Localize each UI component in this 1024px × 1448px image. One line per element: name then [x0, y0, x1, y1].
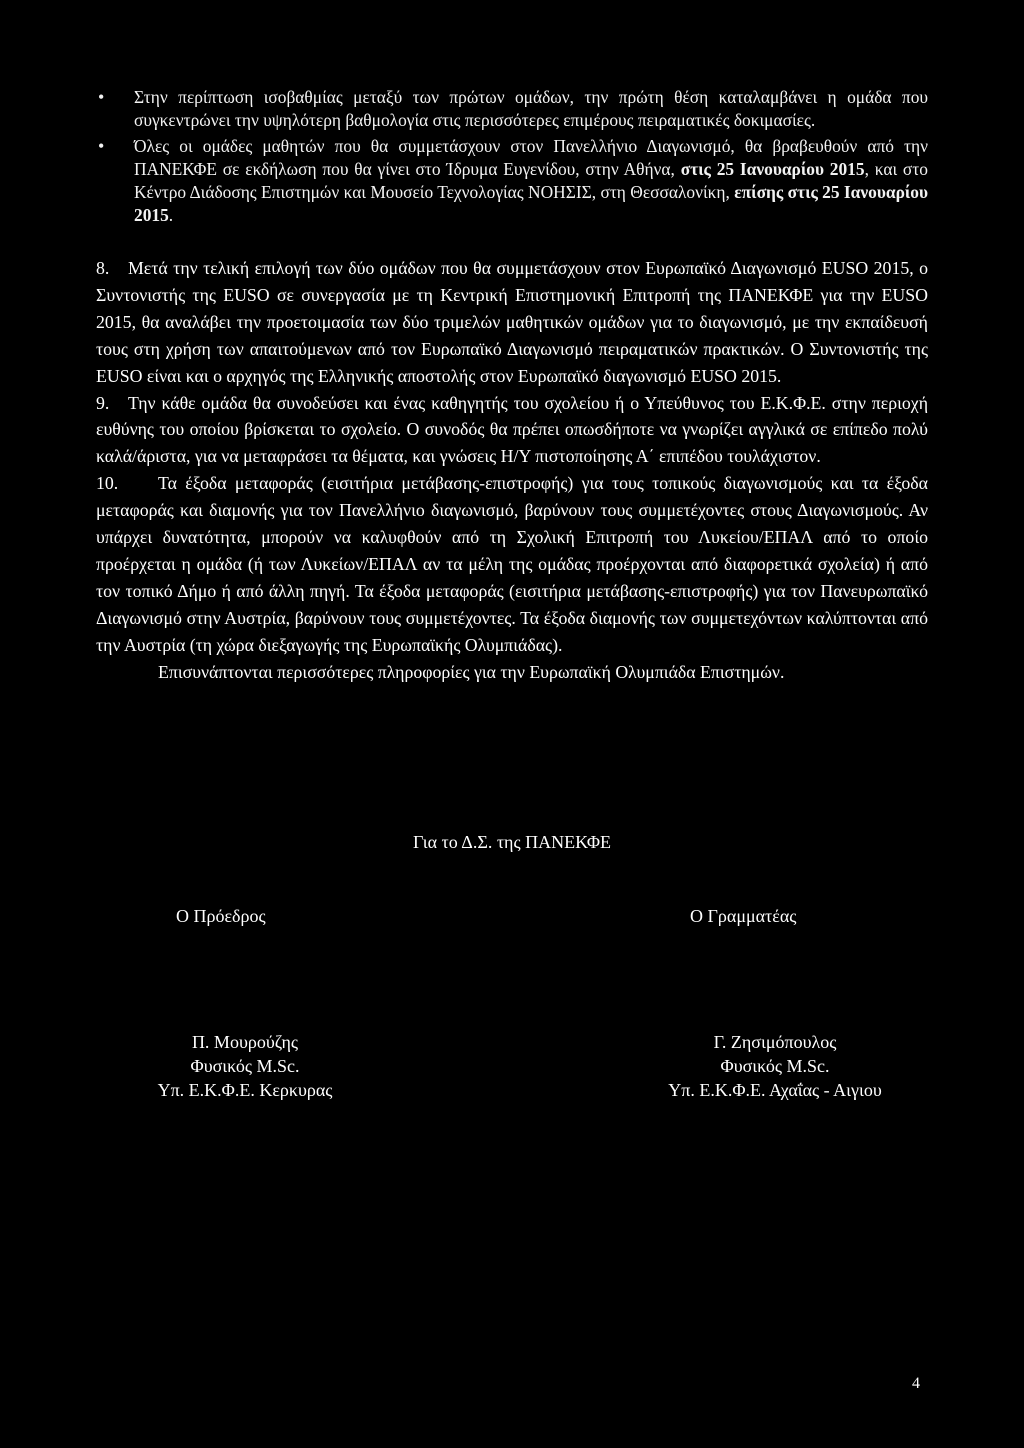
bullet-item-awards [98, 135, 928, 227]
item-paragraph: Μετά την τελική επιλογή των δύο ομάδων που θα συμμετάσχουν στον Ευρωπαϊκό Διαγωνισμό EUSO 2015, ο Συντονιστής της EUSO σε συνεργασία με τη Κεντρική Επιστημονική Επιτροπή της ΠΑΝΕΚΦΕ για την EUSO 2015, θα αναλάβει την προετοιμασία των δύο τριμελών μαθητικών ομάδων για το διαγωνισμό, με την εκπαίδευσή τους στη χρήση των απαιτούμενων από τον Ευρωπαϊκό Διαγωνισμό πειραματικών πρακτικών. Ο Συντονιστής της EUSO είναι και ο αρχηγός της Ελληνικής αποστολής στον Ευρωπαϊκό διαγωνισμό EUSO 2015. [96, 258, 928, 386]
president-position: Υπ. Ε.Κ.Φ.Ε. Κερκυρας [157, 1080, 333, 1100]
bullet-list [98, 86, 928, 227]
president-signature-block [130, 1030, 360, 1102]
attachment-note: Επισυνάπτονται περισσότερες πληροφορίες για την Ευρωπαϊκή Ολυμπιάδα Επιστημών. [158, 661, 785, 682]
president-qualification: Φυσικός M.Sc. [190, 1056, 300, 1076]
item-number: 8. [96, 258, 110, 278]
item-paragraph: Τα έξοδα μεταφοράς (εισιτήρια μετάβασης-επιστροφής) για τους τοπικούς διαγωνισμούς και τα έξοδα μεταφοράς και διαμονής για τον Πανελλήνιο διαγωνισμό, βαρύνουν τους συμμετέχοντες στους Διαγωνισμούς. Αν υπάρχει δυνατότητα, μπορούν να καλυφθούν από τη Σχολική Επιτροπή του Λυκείου/ΕΠΑΛ από το οποίο προέρχεται η ομάδα (ή των Λυκείων/ΕΠΑΛ αν τα μέλη της ομάδας προέρχονται από διαφορετικά σχολεία) ή από τον τοπικό Δήμο ή από άλλη πηγή. Τα έξοδα μεταφοράς (εισιτήρια μετάβασης-επιστροφής) για τον Πανευρωπαϊκό Διαγωνισμό στην Αυστρία, βαρύνουν τους συμμετέχοντες. Τα έξοδα διαμονής των συμμετεχόντων καλύπτονται από την Αυστρία (τη χώρα διεξαγωγής της Ευρωπαϊκής Ολυμπιάδας). [96, 473, 928, 655]
bullet-bold-date-thessaloniki: επίσης στις 25 Ιανουαρίου 2015 [134, 182, 928, 225]
bullet-dot-icon: • [98, 136, 105, 156]
bullet-text-middle: , και στο Κέντρο Διάδοσης Επιστημών και Μουσείο Τεχνολογίας ΝΟΗΣΙΣ, στη Θεσσαλονίκη, [134, 159, 928, 202]
item-10 [96, 470, 928, 658]
bullet-text-after: . [168, 205, 174, 225]
numbered-sections [96, 255, 928, 686]
bullet-dot-icon: • [98, 87, 105, 107]
bullet-text: Στην περίπτωση ισοβαθμίας μεταξύ των πρώτων ομάδων, την πρώτη θέση καταλαμβάνει η ομάδα που συγκεντρώνει την υψηλότερη βαθμολογία στις περισσότερες επιμέρους πειραματικές δοκιμασίες. [134, 87, 928, 130]
secretary-name: Γ. Ζησιμόπουλος [713, 1032, 837, 1052]
item-number: 9. [96, 392, 110, 413]
item-paragraph: Την κάθε ομάδα θα συνοδεύσει και ένας καθηγητής του σχολείου ή ο Υπεύθυνος του Ε.Κ.Φ.Ε. στην περιοχή ευθύνης του οποίου βρίσκεται το σχολείο. Ο συνοδός θα πρέπει οπωσδήποτε να γνωρίζει αγγλικά σε επίπεδο πολύ καλά/άριστα, για να μεταφράσει τα θέματα, και γνώσεις Η/Υ πιστοποίησης Α΄ επιπέδου τουλάχιστον. [96, 392, 928, 467]
closing-on-behalf: Για το Δ.Σ. της ΠΑΝΕΚΦΕ [412, 832, 612, 852]
bullet-text-before: Όλες οι ομάδες μαθητών που θα συμμετάσχουν στον Πανελλήνιο Διαγωνισμό, θα βραβευθούν από την ΠΑΝΕΚΦΕ σε εκδήλωση που θα γίνει στο Ίδρυμα Ευγενίδου, στην Αθήνα, [134, 136, 928, 179]
item-9 [96, 390, 928, 471]
president-name: Π. Μουρούζης [191, 1032, 299, 1052]
bullet-bold-date-athens: στις 25 Ιανουαρίου 2015 [680, 159, 865, 179]
item-8 [96, 255, 928, 390]
page-number: 4 [912, 1375, 920, 1392]
secretary-position: Υπ. Ε.Κ.Φ.Ε. Αχαΐας - Αιγιου [668, 1080, 882, 1100]
bullet-item-tiebreak [98, 86, 928, 132]
secretary-signature-block [650, 1030, 900, 1102]
secretary-title: Ο Γραμματέας [690, 906, 797, 926]
item-number: 10. [96, 473, 119, 494]
secretary-qualification: Φυσικός M.Sc. [720, 1056, 830, 1076]
president-title: Ο Πρόεδρος [176, 906, 266, 926]
